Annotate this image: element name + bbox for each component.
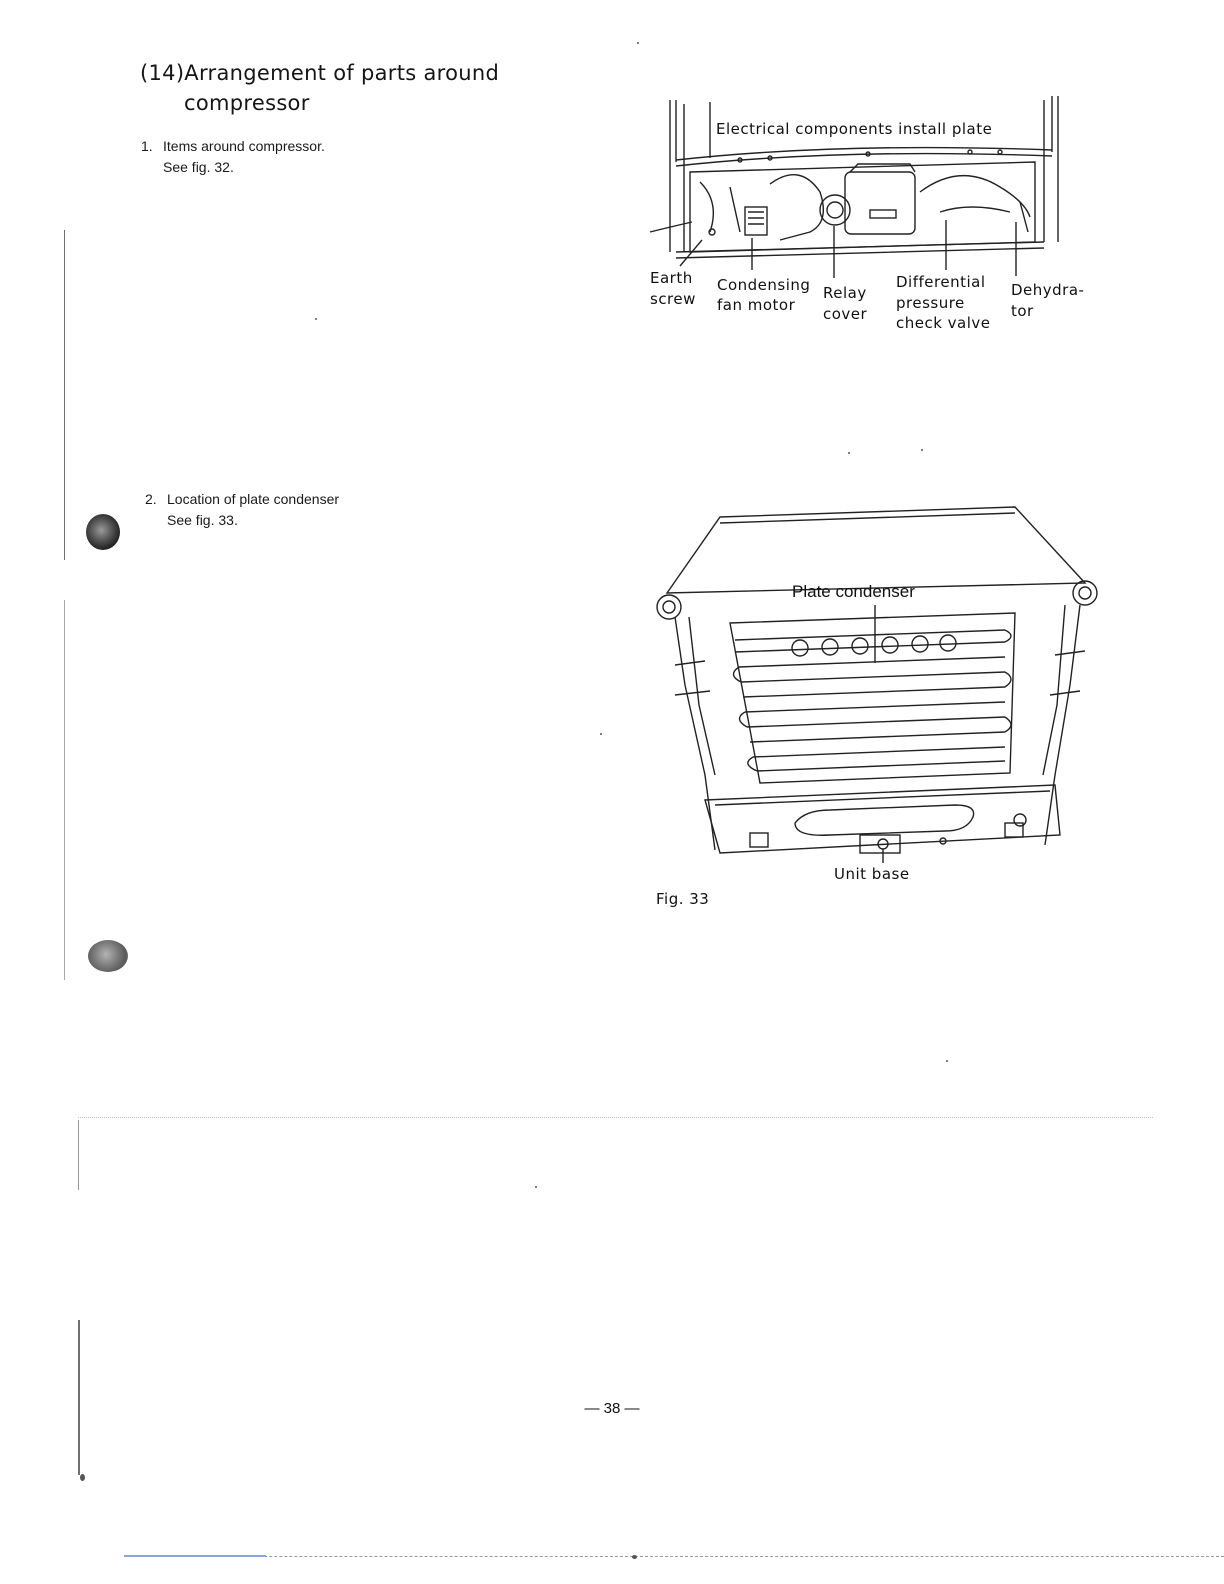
scan-speck	[600, 733, 602, 735]
label-condensing-fan-line1: Condensing	[717, 276, 811, 294]
binding-hole	[86, 514, 120, 550]
label-earth-screw-line1: Earth	[650, 269, 693, 287]
page-number: — 38 —	[584, 1400, 640, 1417]
scan-speck	[921, 449, 923, 451]
label-differential-valve-line2: pressure	[896, 294, 965, 312]
section-title-line1: (14)Arrangement of parts around	[140, 61, 500, 85]
label-relay-cover-line2: cover	[823, 305, 868, 323]
margin-line	[78, 1320, 80, 1475]
margin-line	[64, 600, 65, 980]
section-title	[140, 58, 499, 118]
section-title-line2: compressor	[184, 91, 310, 115]
label-plate-condenser: Plate condenser	[792, 582, 915, 601]
scan-speck	[80, 1474, 85, 1481]
binding-hole	[88, 940, 128, 972]
fig33-plate-condenser-diagram	[655, 505, 1105, 870]
margin-line	[64, 230, 65, 560]
label-condensing-fan-line2: fan motor	[717, 296, 796, 314]
scan-speck	[535, 1186, 537, 1188]
label-earth-screw-line2: screw	[650, 290, 696, 308]
item-number: 1.	[141, 138, 153, 154]
label-electrical-components-install-plate: Electrical components install plate	[716, 120, 993, 138]
figure-caption: Fig. 33	[656, 890, 710, 908]
item-text: Location of plate condenser	[167, 491, 340, 507]
bottom-edge-mark	[124, 1555, 266, 1557]
item-number: 2.	[145, 491, 157, 507]
label-relay-cover-line1: Relay	[823, 284, 867, 302]
scan-speck	[946, 1060, 948, 1062]
label-differential-valve-line3: check valve	[896, 314, 991, 332]
label-dehydrator-line1: Dehydra-	[1011, 281, 1085, 299]
item-text: Items around compressor.	[163, 138, 325, 154]
scan-speck	[637, 42, 639, 44]
label-dehydrator-line2: tor	[1011, 302, 1034, 320]
item-reference: See fig. 32.	[163, 159, 234, 175]
scan-speck	[632, 1555, 637, 1559]
margin-line	[78, 1120, 79, 1190]
list-item-2	[145, 489, 339, 531]
label-unit-base: Unit base	[834, 865, 910, 883]
bottom-edge-line	[124, 1556, 1224, 1557]
scan-divider-line	[78, 1117, 1153, 1118]
list-item-1	[141, 136, 325, 178]
item-reference: See fig. 33.	[167, 512, 238, 528]
scan-speck	[848, 452, 850, 454]
label-differential-valve-line1: Differential	[896, 273, 986, 291]
scan-speck	[315, 318, 317, 320]
